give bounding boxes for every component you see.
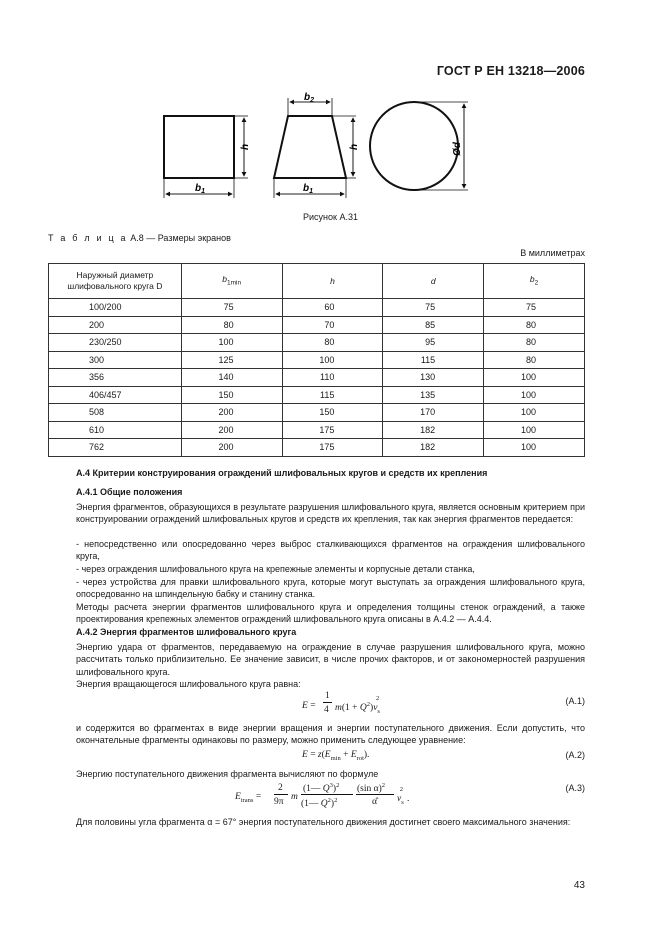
col-header-diameter: Наружный диаметр шлифовального круга D xyxy=(49,264,182,299)
dim-h-left: h xyxy=(240,143,251,150)
table-cell: 130 xyxy=(383,369,484,387)
table-row xyxy=(49,299,585,317)
col-header-h: h xyxy=(282,264,383,299)
table-cell: 300 xyxy=(49,351,182,369)
table-units: В миллиметрах xyxy=(520,248,585,258)
table-row xyxy=(49,404,585,422)
table-cell: 100 xyxy=(484,439,585,457)
table-cell: 100 xyxy=(484,421,585,439)
dim-b1-left: $b_1$ xyxy=(195,183,206,195)
col-header-b2: $b_2$ xyxy=(484,264,585,299)
table-cell: 85 xyxy=(383,316,484,334)
paragraph-6: Энергию поступательного движения фрагмента вычисляют по формуле xyxy=(76,769,379,779)
list-item-1: - непосредственно или опосредованно через выброс сталкивающихся фрагментов на ограждения шлифовального круга, xyxy=(76,539,585,562)
equation-number-a2: (А.2) xyxy=(565,750,585,760)
table-cell: 110 xyxy=(282,369,383,387)
table-cell: 100 xyxy=(484,386,585,404)
paragraph-1: Энергия фрагментов, образующихся в результате разрушения шлифовального круга, является основным критерием при конструировании ограждений шлифовальных кругов и средств их крепления, так как энергия фрагментов передается: xyxy=(76,502,585,525)
table-cell: 100 xyxy=(484,369,585,387)
table-cell: 406/457 xyxy=(49,386,182,404)
table-cell: 200 xyxy=(181,421,282,439)
table-cell: 230/250 xyxy=(49,334,182,352)
document-header: ГОСТ Р ЕН 13218—2006 xyxy=(436,64,585,78)
table-cell: 610 xyxy=(49,421,182,439)
figure-a31 xyxy=(150,88,480,206)
table-cell: 60 xyxy=(282,299,383,317)
table-row xyxy=(49,316,585,334)
table-cell: 70 xyxy=(282,316,383,334)
equation-number-a3: (А.3) xyxy=(565,783,585,793)
table-cell: 75 xyxy=(383,299,484,317)
table-cell: 115 xyxy=(383,351,484,369)
table-cell: 100 xyxy=(484,404,585,422)
table-title: Т а б л и ц а А.8 — Размеры экранов xyxy=(48,233,231,243)
table-row xyxy=(49,369,585,387)
table-cell: 175 xyxy=(282,421,383,439)
list-item-2: - через ограждения шлифовального круга на крепежные элементы и корпусные детали станка, xyxy=(76,564,475,574)
section-a41-title: А.4.1 Общие положения xyxy=(76,487,183,497)
table-cell: 150 xyxy=(181,386,282,404)
table-cell: 75 xyxy=(181,299,282,317)
table-row xyxy=(49,439,585,457)
screen-trapezoid xyxy=(274,116,346,178)
dim-d: Ød xyxy=(452,142,463,156)
paragraph-2: Методы расчета энергии фрагментов шлифовального круга и определения толщины стенок ограждений, а также проектирования крепежных элементов ограждений шлифовального круга описаны в А.4.2 — А.4.4. xyxy=(76,602,585,625)
table-cell: 95 xyxy=(383,334,484,352)
table-cell: 508 xyxy=(49,404,182,422)
dim-h-mid: h xyxy=(349,143,360,150)
dim-b1-mid: $b_1$ xyxy=(303,183,314,195)
screen-rectangle xyxy=(164,116,234,178)
table-cell: 115 xyxy=(282,386,383,404)
table-cell: 135 xyxy=(383,386,484,404)
table-cell: 182 xyxy=(383,421,484,439)
table-cell: 80 xyxy=(484,351,585,369)
table-cell: 200 xyxy=(49,316,182,334)
table-cell: 182 xyxy=(383,439,484,457)
paragraph-4: Энергия вращающегося шлифовального круга равна: xyxy=(76,679,301,689)
table-cell: 100 xyxy=(181,334,282,352)
dim-b2: $b_2$ xyxy=(304,92,315,104)
table-cell: 150 xyxy=(282,404,383,422)
table-cell: 140 xyxy=(181,369,282,387)
table-cell: 80 xyxy=(484,316,585,334)
table-cell: 80 xyxy=(484,334,585,352)
table-cell: 100 xyxy=(282,351,383,369)
table-cell: 356 xyxy=(49,369,182,387)
table-row xyxy=(49,386,585,404)
table-cell: 80 xyxy=(282,334,383,352)
table-row xyxy=(49,421,585,439)
table-cell: 80 xyxy=(181,316,282,334)
table-cell: 75 xyxy=(484,299,585,317)
paragraph-5: и содержится во фрагментах в виде энергии вращения и энергии поступательного движения. Если допустить, что окончательные фрагменты одинаковы по размеру, можно применить следующее уравнение: xyxy=(76,723,585,746)
section-a4-title: А.4 Критерии конструирования ограждений шлифовальных кругов и средств их крепления xyxy=(76,468,488,478)
figure-caption: Рисунок А.31 xyxy=(303,212,358,222)
table-row xyxy=(49,351,585,369)
section-a42-title: А.4.2 Энергия фрагментов шлифовального круга xyxy=(76,627,297,637)
list-item-3: - через устройства для правки шлифовального круга, которые могут выступать за ограждения шлифовального круга, опосредованно на шпиндельную бабку и станину станка. xyxy=(76,577,585,600)
col-header-b1min: $b_{1min}$ xyxy=(181,264,282,299)
paragraph-3: Энергию удара от фрагментов, передаваемую на ограждение в случае разрушения шлифовального круга, можно рассчитать только приблизительно. Ее значение зависит, в числе прочих факторов, и от закономерностей разрушения шлифовального круга. xyxy=(76,642,585,677)
table-cell: 175 xyxy=(282,439,383,457)
table-row xyxy=(49,334,585,352)
table-cell: 125 xyxy=(181,351,282,369)
table-cell: 100/200 xyxy=(49,299,182,317)
equation-a2: $E = z(E_{min} + E_{rot})$. xyxy=(302,750,370,762)
paragraph-7: Для половины угла фрагмента α = 67° энергия поступательного движения достигнет своего максимального значения: xyxy=(76,817,571,827)
table-cell: 170 xyxy=(383,404,484,422)
table-cell: 200 xyxy=(181,439,282,457)
equation-number-a1: (А.1) xyxy=(565,696,585,706)
screen-circle xyxy=(370,102,458,190)
screens-dimensions-table xyxy=(48,263,585,457)
page-number: 43 xyxy=(573,880,585,891)
table-cell: 200 xyxy=(181,404,282,422)
col-header-d: d xyxy=(383,264,484,299)
table-header-row xyxy=(49,264,585,299)
table-cell: 762 xyxy=(49,439,182,457)
